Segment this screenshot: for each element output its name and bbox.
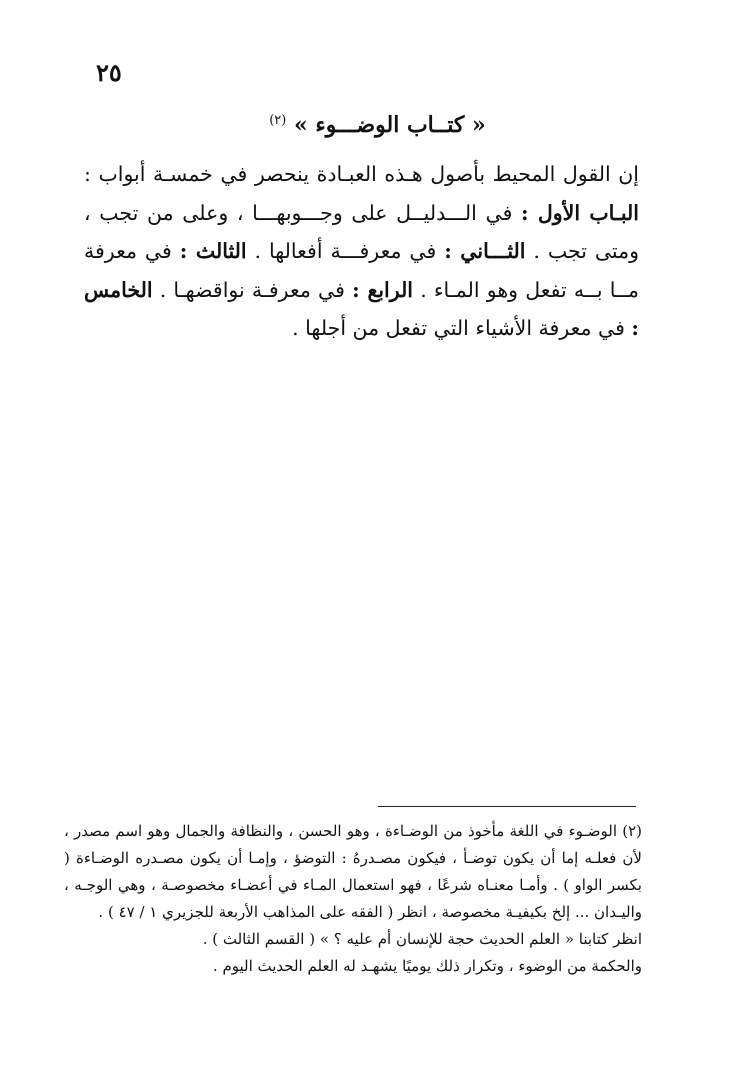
footnote-reference: (٢) (269, 112, 287, 128)
section-heading: الثالث : (179, 239, 247, 263)
body-text: في الـــدليــل على وجـــوبهـــا ، وعلى من تجب ، ومتى تجب . (84, 200, 639, 263)
footnotes (64, 818, 642, 980)
section-heading: الثـــاني : (444, 239, 526, 263)
body-text: في معرفة مــا بــه تفعل وهو المـاء . (84, 239, 639, 302)
body-text: في معرفـــة أفعالها . (246, 239, 445, 263)
footnote-line: (٢) الوضـوء في اللغة مأخوذ من الوضـاءة ، وهو الحسن ، والنظافة والجمال وهو اسم مصدر ، لأن فعلـه إما أن يكون توضـأ ، فيكون مصـدرهُ : التوضؤ ، وإمـا أن يكون مصـدره الوضـاءة ( بكسر الواو ) . وأمـا معنـاه شرعًا ، فهو استعمال المـاء في أعضـاء مخصوصـة ، وهي الوجـه ، واليـدان ... إلخ بكيفيـة مخصوصة ، انظر ( الفقه على المذاهب الأربعة للجزيري ١ / ٤٧ ) . (64, 822, 642, 921)
main-paragraph (84, 155, 639, 348)
body-text: في معرفة الأشياء التي تفعل من أجلها . (292, 316, 632, 340)
chapter-title (0, 112, 751, 138)
section-heading: الرابع : (352, 277, 414, 302)
body-text: إن القول المحيط بأصول هـذه العبـادة ينحصر في خمسـة أبواب : (84, 162, 639, 186)
footnote-line: والحكمة من الوضوء ، وتكرار ذلك يوميًا يشهـد له العلم الحديث اليوم . (212, 957, 642, 975)
section-heading: البـاب الأول : (521, 200, 639, 225)
body-text: في معرفـة نواقضهـا . (152, 277, 353, 302)
section-heading: الخامس : (84, 277, 639, 340)
page-number: ٢٥ (96, 58, 122, 87)
chapter-title-text: « كتــاب الوضـــوء » (294, 112, 486, 138)
footnote-separator (378, 806, 636, 807)
footnote-line: انظر كتابنا « العلم الحديث حجة للإنسان أم عليه ؟ » ( القسم الثالث ) . (202, 930, 642, 948)
